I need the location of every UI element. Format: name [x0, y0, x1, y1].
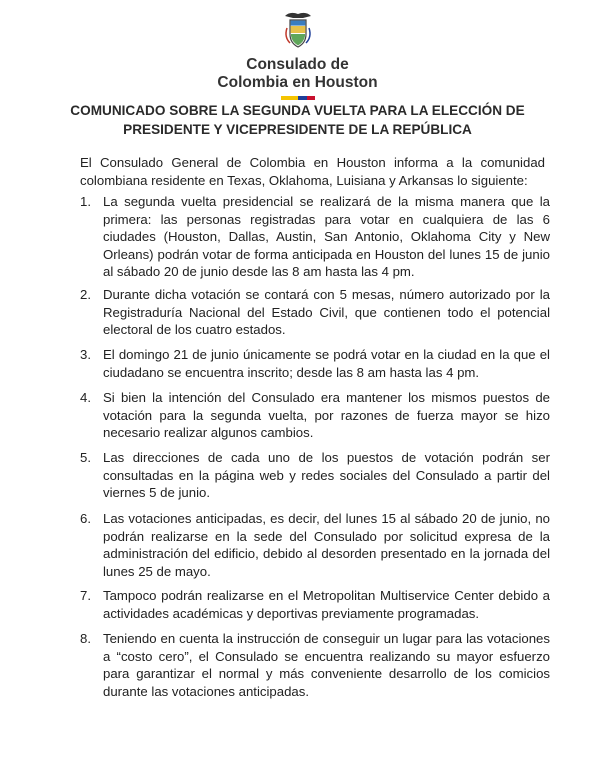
consulate-name: [0, 56, 595, 92]
item-text: Si bien la intención del Consulado era mantener los mismos puestos de votación para la segunda vuelta, por razones de fuerza mayor se hizo necesario realizar algunos cambios.: [103, 390, 550, 440]
item-text: Durante dicha votación se contará con 5 mesas, número autorizado por la Registraduría Nacional del Estado Civil, que contienen todo el potencial electoral de los cuatro estados.: [103, 287, 550, 337]
consulate-name-line1: Consulado de: [246, 56, 349, 73]
list-item-6: [80, 510, 550, 580]
list-item-1: [80, 193, 550, 281]
item-text: La segunda vuelta presidencial se realizará de la misma manera que la primera: las personas registradas para votar en cualquiera de las 6 ciudades (Houston, Dallas, Austin, San Antonio, Oklahoma City y New Orleans) podrán votar de forma anticipada en Houston del lunes 15 de junio al sábado 20 de junio desde las 8 am hasta las 4 pm.: [103, 194, 550, 279]
intro-paragraph: El Consulado General de Colombia en Houston informa a la comunidad colombiana residente en Texas, Oklahoma, Luisiana y Arkansas lo siguiente:: [80, 155, 545, 188]
consulate-name-line2: Colombia en Houston: [217, 74, 378, 91]
flag-color-bar: [281, 96, 315, 100]
item-number: 1.: [80, 194, 91, 209]
title-line1: COMUNICADO SOBRE LA SEGUNDA VUELTA PARA LA ELECCIÓN DE: [70, 103, 525, 118]
item-text: El domingo 21 de junio únicamente se podrá votar en la ciudad en la que el ciudadano se encuentra inscrito; desde las 8 am hasta las 4 pm.: [103, 347, 550, 380]
list-item-2: [80, 286, 550, 339]
list-item-8: [80, 630, 550, 700]
list-item-5: [80, 449, 550, 502]
list-item-7: [80, 587, 550, 622]
item-number: 6.: [80, 511, 91, 526]
item-number: 7.: [80, 588, 91, 603]
list-item-3: [80, 346, 550, 381]
communique-title: [40, 101, 555, 139]
title-line2: PRESIDENTE Y VICEPRESIDENTE DE LA REPÚBLICA: [123, 122, 472, 137]
item-text: Las votaciones anticipadas, es decir, del lunes 15 al sábado 20 de junio, no podrán realizarse en la sede del Consulado por solicitud expresa de la administración del edificio, debido al desorden presentado en la jornada del lunes 25 de mayo.: [103, 511, 550, 579]
flag-stripe-red: [307, 96, 315, 100]
item-number: 5.: [80, 450, 91, 465]
item-number: 4.: [80, 390, 91, 405]
coat-of-arms-icon: [281, 10, 315, 50]
item-number: 8.: [80, 631, 91, 646]
item-number: 3.: [80, 347, 91, 362]
item-text: Teniendo en cuenta la instrucción de conseguir un lugar para las votaciones a “costo cero”, el Consulado se encuentra realizando su mayor esfuerzo para garantizar el normal y más conveniente desarrollo de los comicios durante las votaciones anticipadas.: [103, 631, 550, 699]
item-text: Las direcciones de cada uno de los puestos de votación podrán ser consultadas en la página web y redes sociales del Consulado a partir del viernes 5 de junio.: [103, 450, 550, 500]
flag-stripe-blue: [298, 96, 307, 100]
list-item-4: [80, 389, 550, 442]
item-text: Tampoco podrán realizarse en el Metropolitan Multiservice Center debido a actividades académicas y deportivas previamente programadas.: [103, 588, 550, 621]
flag-stripe-yellow: [281, 96, 298, 100]
item-number: 2.: [80, 287, 91, 302]
letterhead: [0, 10, 595, 100]
